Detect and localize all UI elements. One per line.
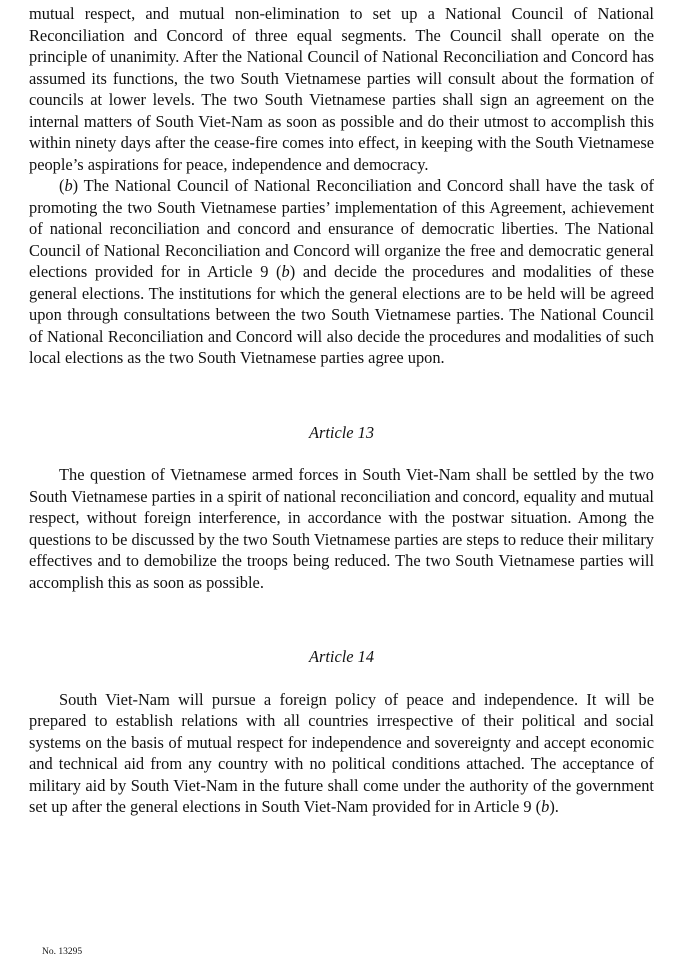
- article-14-paragraph: [29, 689, 654, 818]
- clause-b-label-close: ): [72, 176, 79, 195]
- article-14-heading: Article 14: [308, 647, 375, 666]
- clause-b-label-open: (: [59, 176, 65, 195]
- clause-b-label-letter: b: [64, 176, 73, 195]
- clause-b-paragraph: [29, 175, 654, 369]
- treaty-number-footer: No. 13295: [42, 947, 83, 957]
- document-page: [29, 3, 654, 818]
- clause-b-text-after: ) and decide the procedures and modalities of these general elections. The institutions for which the general elections are to be held will be agreed upon through consultations between the two South Vietnamese parties. The National Council of National Reconciliation and Concord will also decide the procedures and modalities of such local elections as the two South Vietnamese parties agree upon.: [29, 262, 654, 367]
- article-14-text-after: ).: [549, 797, 559, 816]
- article-14-reference-letter: b: [541, 797, 550, 816]
- article-13-heading: Article 13: [308, 422, 375, 442]
- clause-b-reference-letter: b: [281, 262, 290, 281]
- article-14-text: South Viet-Nam will pursue a foreign policy of peace and independence. It will be prepared to establish relations with all countries irrespective of their political and social systems on the basis of mutual respect for independence and sovereignty and accept economic and technical aid from any country with no political conditions attached. The acceptance of military aid by South Viet-Nam in the future shall come under the authority of the government set up after the general elections in South Viet-Nam provided for in Article 9 (: [29, 689, 654, 816]
- article-13-paragraph: The question of Vietnamese armed forces in South Viet-Nam shall be settled by the two South Vietnamese parties in a spirit of national reconciliation and concord, equality and mutual respect, without foreign interference, in accordance with the postwar situation. Among the questions to be discussed by the two South Vietnamese parties are steps to reduce their military effectives and to demobilize the troops being reduced. The two South Vietnamese parties will accomplish this as soon as possible.: [29, 465, 654, 592]
- continuation-paragraph: mutual respect, and mutual non-elimination to set up a National Council of National Reconciliation and Concord of three equal segments. The Council shall operate on the principle of unanimity. After the National Council of National Reconciliation and Concord has assumed its functions, the two South Vietnamese parties will consult about the formation of councils at lower levels. The two South Vietnamese parties shall sign an agreement on the internal matters of South Viet-Nam as soon as possible and do their utmost to accomplish this within ninety days after the cease-fire comes into effect, in keeping with the South Vietnamese people’s aspirations for peace, independence and democracy.: [29, 4, 654, 174]
- clause-b-text: The National Council of National Reconciliation and Concord shall have the task of promoting the two South Vietnamese parties’ implementation of this Agreement, achievement of national reconciliation and concord and ensurance of democratic liberties. The National Council of National Reconciliation and Concord will organize the free and democratic general elections provided for in Article 9 (: [29, 176, 654, 281]
